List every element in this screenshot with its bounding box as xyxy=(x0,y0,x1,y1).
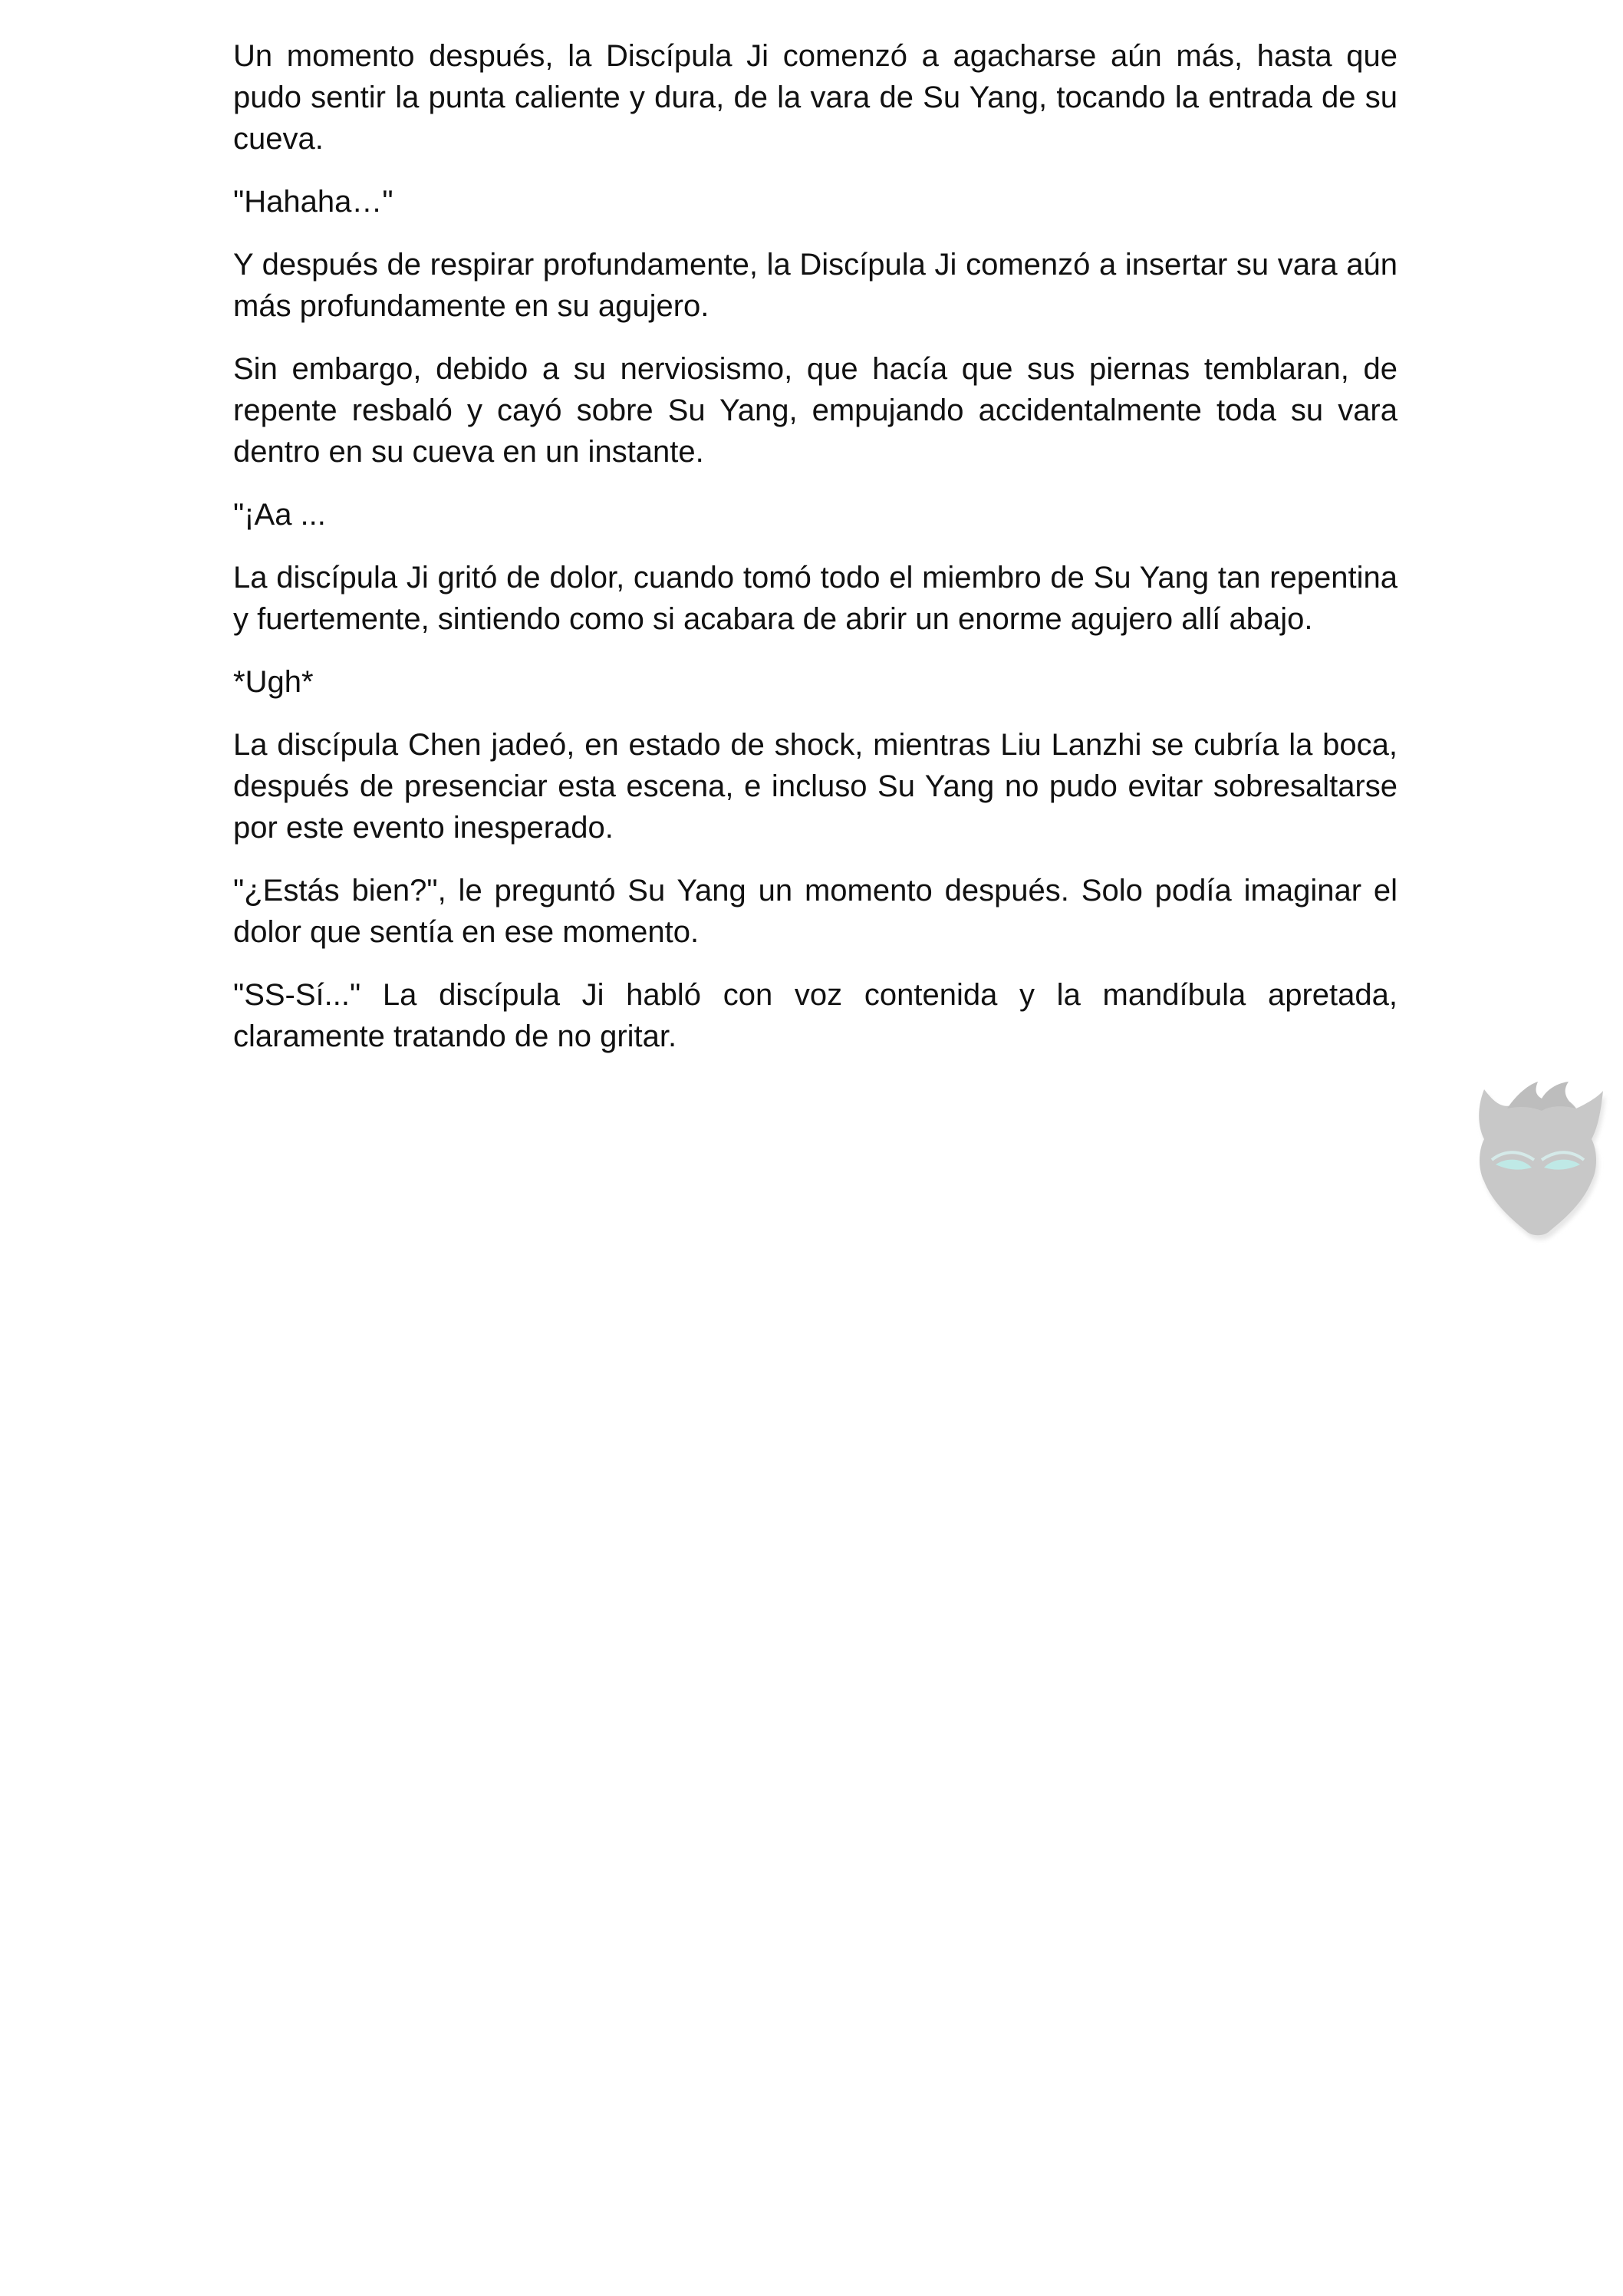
paragraph: Un momento después, la Discípula Ji comenzó a agacharse aún más, hasta que pudo sentir la punta caliente y dura, de la vara de Su Yang, tocando la entrada de su cueva. xyxy=(233,39,1397,156)
paragraph: *Ugh* xyxy=(233,665,314,699)
paragraph: "Hahaha…" xyxy=(233,185,393,219)
demon-head-shape xyxy=(1479,1089,1603,1235)
paragraph: "SS-Sí..." La discípula Ji habló con voz contenida y la mandíbula apretada, claramente tratando de no gritar. xyxy=(233,978,1397,1053)
paragraph: Sin embargo, debido a su nerviosismo, que hacía que sus piernas temblaran, de repente resbaló y cayó sobre Su Yang, empujando accidentalmente toda su vara dentro en su cueva en un instante. xyxy=(233,352,1397,469)
paragraph: "¿Estás bien?", le preguntó Su Yang un momento después. Solo podía imaginar el dolor que sentía en ese momento. xyxy=(233,874,1397,949)
paragraph: "¡Aa ... xyxy=(233,498,326,532)
paragraph: La discípula Ji gritó de dolor, cuando tomó todo el miembro de Su Yang tan repentina y fuertemente, sintiendo como si acabara de abrir un enorme agujero allí abajo. xyxy=(233,561,1397,636)
paragraph: La discípula Chen jadeó, en estado de shock, mientras Liu Lanzhi se cubría la boca, después de presenciar esta escena, e incluso Su Yang no pudo evitar sobresaltarse por este evento inesperado. xyxy=(233,728,1397,845)
demon-head-icon xyxy=(1461,1074,1615,1250)
paragraph: Y después de respirar profundamente, la Discípula Ji comenzó a insertar su vara aún más profundamente en su agujero. xyxy=(233,248,1397,323)
document-body xyxy=(233,35,1397,1079)
